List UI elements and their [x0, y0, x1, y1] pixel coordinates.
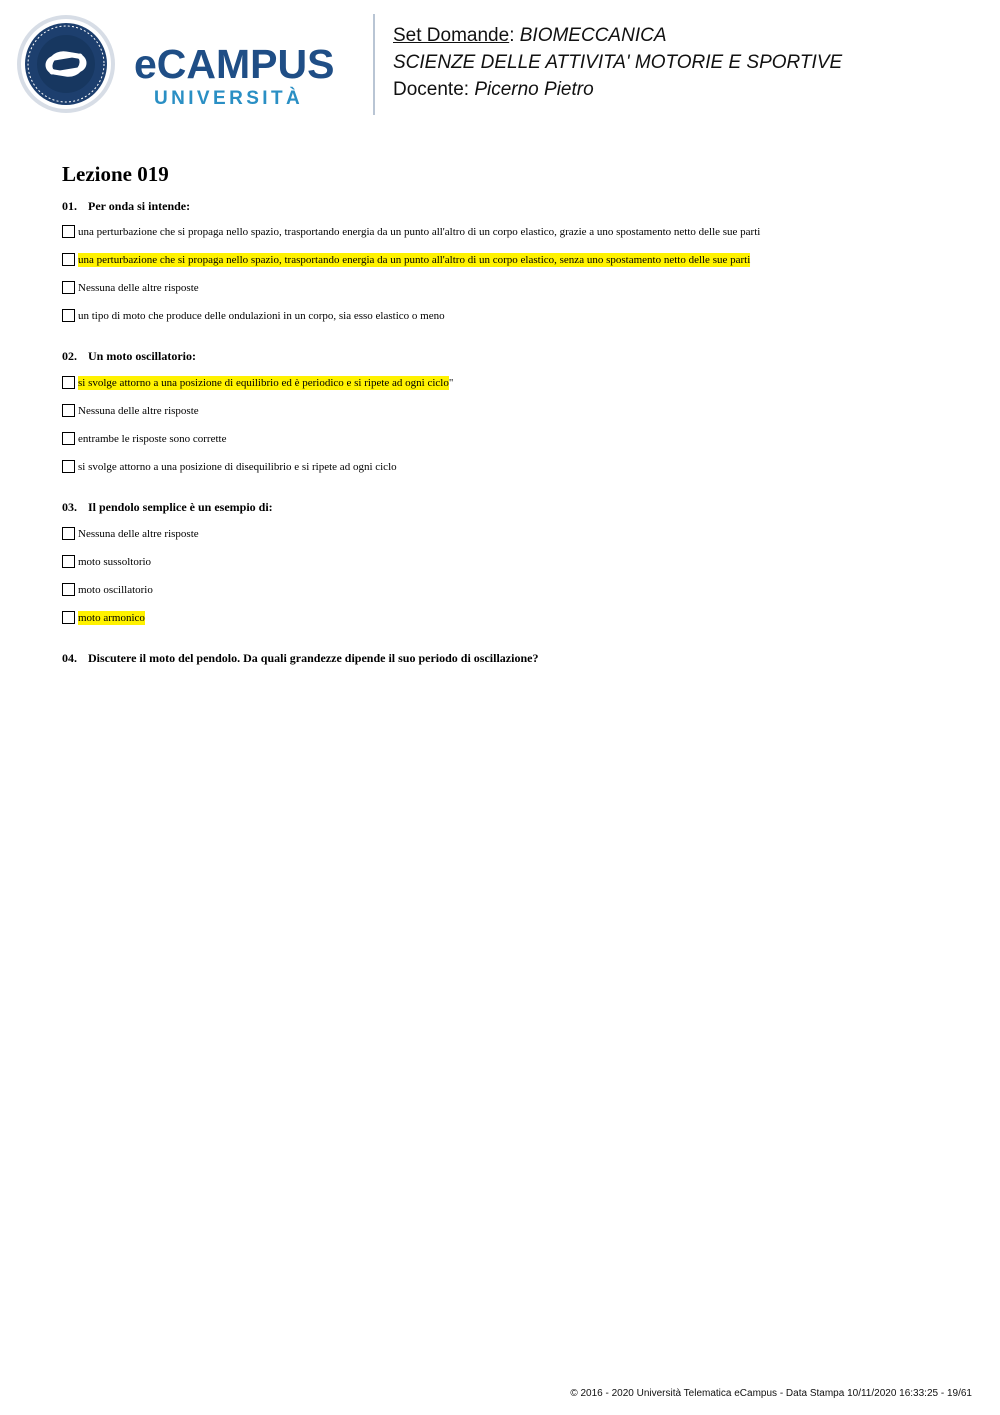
- answer-option[interactable]: [62, 279, 199, 296]
- answer-text: moto oscillatorio: [78, 583, 153, 596]
- answer-option[interactable]: [62, 581, 153, 598]
- question-text: Discutere il moto del pendolo. Da quali grandezze dipende il suo periodo di oscillazione?: [88, 651, 539, 665]
- header-divider: [373, 14, 375, 115]
- question-text: Il pendolo semplice è un esempio di:: [88, 500, 273, 514]
- answer-option-correct[interactable]: [62, 609, 145, 626]
- answer-checkbox[interactable]: [62, 253, 75, 266]
- answer-option[interactable]: [62, 458, 397, 475]
- logo-sub-text: UNIVERSITÀ: [154, 88, 304, 109]
- set-label: Set Domande: [393, 25, 510, 46]
- logo-wordmark: [134, 41, 356, 114]
- question-number: 04.: [62, 651, 77, 665]
- teacher-label: Docente:: [393, 79, 470, 100]
- answer-suffix: ": [448, 376, 454, 389]
- answer-text: una perturbazione che si propaga nello spazio, trasportando energia da un punto all'altro di un corpo elastico, grazie a uno spostamento netto delle sue parti: [78, 225, 761, 238]
- page-footer: © 2016 - 2020 Università Telematica eCampus - Data Stampa 10/11/2020 16:33:25 - 19/61: [570, 1388, 972, 1399]
- answer-checkbox[interactable]: [62, 555, 75, 568]
- question-text: Un moto oscillatorio:: [88, 349, 196, 363]
- answer-checkbox[interactable]: [62, 281, 75, 294]
- answer-option[interactable]: [62, 307, 445, 324]
- answer-option[interactable]: [62, 402, 199, 419]
- question-number: 01.: [62, 199, 77, 213]
- logo-brand-text: eCAMPUS: [134, 41, 335, 87]
- question-title: [62, 499, 273, 515]
- set-colon: :: [509, 25, 520, 46]
- answer-text: un tipo di moto che produce delle ondulazioni in un corpo, sia esso elastico o meno: [78, 309, 445, 322]
- header-info: [393, 22, 842, 103]
- answer-checkbox[interactable]: [62, 611, 75, 624]
- answer-checkbox[interactable]: [62, 376, 75, 389]
- question-title: [62, 198, 190, 214]
- answer-text-highlighted: si svolge attorno a una posizione di equilibrio ed è periodico e si ripete ad ogni ciclo: [78, 376, 449, 389]
- question-title: [62, 348, 196, 364]
- answer-option[interactable]: [62, 525, 199, 542]
- answer-checkbox[interactable]: [62, 309, 75, 322]
- answer-text: Nessuna delle altre risposte: [78, 527, 199, 540]
- answer-text: Nessuna delle altre risposte: [78, 404, 199, 417]
- teacher-name: Picerno Pietro: [474, 79, 594, 100]
- answer-text: moto sussoltorio: [78, 555, 152, 568]
- set-value: BIOMECCANICA: [519, 25, 667, 46]
- question-text: Per onda si intende:: [88, 199, 191, 213]
- answer-option-correct[interactable]: [62, 374, 453, 391]
- answer-option[interactable]: [62, 430, 226, 447]
- course-name: SCIENZE DELLE ATTIVITA' MOTORIE E SPORTIVE: [393, 52, 843, 73]
- university-seal-icon: [16, 14, 116, 114]
- question-number: 02.: [62, 349, 77, 363]
- answer-text-highlighted: una perturbazione che si propaga nello spazio, trasportando energia da un punto all'altro di un corpo elastico, senza uno spostamento netto delle sue parti: [78, 253, 751, 266]
- answer-option-correct[interactable]: [62, 251, 750, 268]
- answer-option[interactable]: [62, 223, 760, 240]
- answer-checkbox[interactable]: [62, 583, 75, 596]
- answer-text: entrambe le risposte sono corrette: [78, 432, 227, 445]
- question-number: 03.: [62, 500, 77, 514]
- answer-option[interactable]: [62, 553, 151, 570]
- teacher-line: [393, 76, 842, 103]
- answer-checkbox[interactable]: [62, 432, 75, 445]
- set-line: [393, 22, 842, 49]
- answer-text: Nessuna delle altre risposte: [78, 281, 199, 294]
- answer-checkbox[interactable]: [62, 404, 75, 417]
- answer-checkbox[interactable]: [62, 225, 75, 238]
- answer-text-highlighted: moto armonico: [78, 611, 145, 624]
- question-title: [62, 650, 538, 666]
- answer-checkbox[interactable]: [62, 527, 75, 540]
- lesson-title: Lezione 019: [62, 162, 169, 186]
- answer-text: si svolge attorno a una posizione di disequilibrio e si ripete ad ogni ciclo: [78, 460, 397, 473]
- answer-checkbox[interactable]: [62, 460, 75, 473]
